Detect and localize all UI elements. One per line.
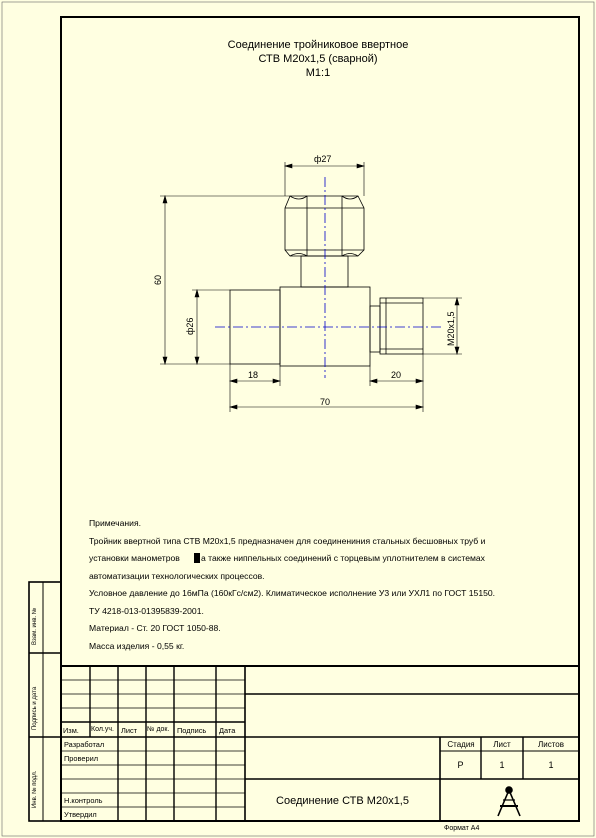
dim-thread: М20х1,5	[446, 311, 456, 346]
dim-total-length: 70	[320, 397, 331, 407]
tb-stage-label: Стадия	[447, 740, 475, 749]
tb-stage-value: Р	[457, 760, 464, 770]
drawing-title-line2: СТВ М20х1,5 (сварной)	[258, 53, 378, 65]
notes-header: Примечания.	[89, 518, 142, 528]
tb-header-kolvo: Кол.уч.	[91, 726, 114, 733]
notes-line3: автоматизации технологических процессов.	[89, 571, 265, 581]
tb-role-razrabotal: Разработал	[64, 740, 105, 749]
drawing-title-line1: Соединение тройниковое ввертное	[227, 39, 409, 51]
tb-sheets-value: 1	[548, 760, 554, 770]
tb-sheets-label: Листов	[538, 740, 564, 749]
notes-line2a: установки манометров	[89, 553, 180, 563]
notes-line5: ТУ 4218-013-01395839-2001.	[89, 606, 204, 616]
notes-line1: Тройник ввертной типа СТВ М20х1,5 предназначен для соединениния стальных бесшовных труб и	[89, 536, 486, 546]
tb-header-podpis: Подпись	[177, 726, 207, 735]
tb-role-utverdil: Утвердил	[64, 810, 97, 819]
dim-left-length: 18	[248, 370, 259, 380]
tb-sheet-value: 1	[499, 760, 505, 770]
side-stamp-inv: Инв. № подл.	[32, 770, 38, 808]
drawing-scale: М1:1	[305, 67, 331, 79]
text-cursor-mark	[194, 553, 200, 563]
compass-logo	[498, 787, 520, 816]
tb-role-proveril: Проверил	[64, 754, 99, 763]
dim-top-diameter: ф27	[314, 154, 332, 164]
side-stamp-podp: Подпись и дата	[32, 686, 38, 730]
dim-right-length: 20	[391, 370, 402, 380]
tb-role-nkontrol: Н.контроль	[64, 796, 103, 805]
notes-line7: Масса изделия - 0,55 кг.	[89, 641, 185, 651]
tee-fitting-drawing	[230, 196, 423, 366]
tb-header-data: Дата	[219, 726, 236, 735]
paper-format: Формат А4	[444, 825, 480, 832]
tb-header-ndoc: № док.	[147, 726, 170, 733]
tb-product-name: Соединение СТВ М20х1,5	[276, 795, 409, 807]
center-lines	[215, 177, 442, 378]
tb-header-list: Лист	[121, 726, 138, 735]
notes-line2b: а также ниппельных соединений с торцевым уплотнителем в системах	[201, 553, 485, 563]
notes-line6: Материал - Ст. 20 ГОСТ 1050-88.	[89, 623, 221, 633]
notes-line4: Условное давление до 16мПа (160кГс/см2). Климатическое исполнение У3 или УХЛ1 по ГОСТ 15150.	[89, 588, 496, 598]
tb-header-izm: Изм.	[63, 726, 79, 735]
dim-height: 60	[153, 274, 163, 285]
dim-left-diameter: ф26	[185, 317, 195, 335]
side-stamp-vzam: Взам. инв. №	[32, 607, 38, 645]
tb-sheet-label: Лист	[493, 740, 511, 749]
